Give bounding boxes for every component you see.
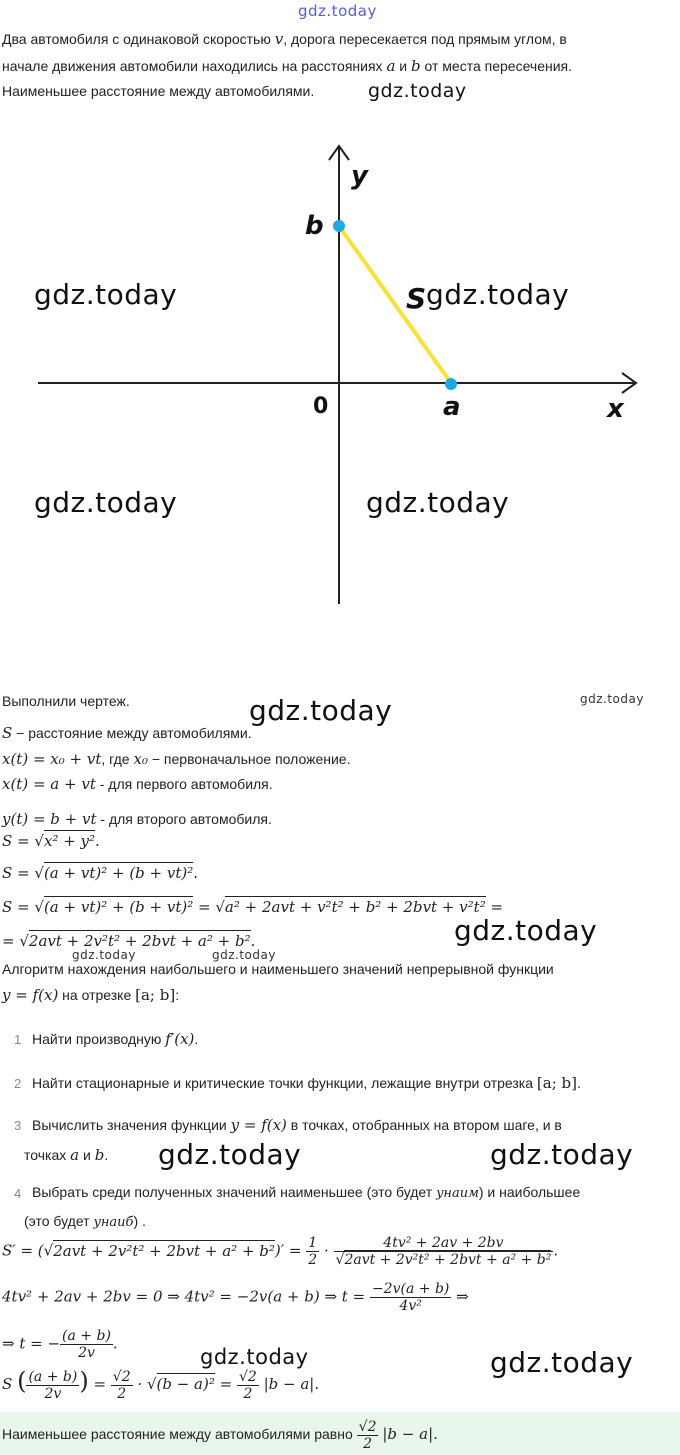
radicand: x² + y²: [43, 832, 96, 850]
problem-text: от места пересечения.: [420, 58, 572, 74]
numerator: √2: [112, 1368, 131, 1385]
arrow: ⇒: [451, 1287, 469, 1306]
problem-text: и: [395, 58, 412, 74]
s-value: S ( $\frac{(a + b)}{2v}$ ) = $\frac{√2}{2}$ · √(b − a)² = $\frac{√2}{2}$ |b − a|.: [2, 1367, 320, 1402]
solution-drawn: Выполнили чертеж.: [2, 693, 130, 709]
var-b: b: [94, 1146, 105, 1164]
fraction-sqrt2: [237, 1369, 259, 1402]
equals: )′ =: [274, 1241, 307, 1260]
formula: f′(x): [165, 1030, 195, 1048]
problem-text: , дорога пересекается под прямым углом, в: [283, 31, 567, 47]
step-1: [32, 1030, 198, 1048]
dot: ·: [132, 1375, 147, 1393]
label-y: y: [351, 161, 368, 191]
denominator: 2: [308, 1252, 318, 1268]
var-x0: x₀: [133, 750, 148, 768]
equals: =: [214, 1375, 237, 1393]
numerator: −2v(a + b): [371, 1281, 450, 1297]
watermark-small: gdz.today: [72, 948, 136, 962]
step-3-line-2: [24, 1146, 108, 1164]
step-2: [32, 1074, 581, 1092]
watermark: gdz.today: [200, 1345, 309, 1369]
fraction-s-arg: [26, 1369, 79, 1402]
step-text: точках: [24, 1147, 71, 1163]
label-origin: 0: [313, 394, 329, 419]
formula: y = f(x): [230, 1116, 287, 1134]
radicand: (b − a)²: [156, 1375, 215, 1393]
algorithm-title: Алгоритм нахождения наибольшего и наименьшего значений непрерывной функции: [2, 961, 554, 977]
end: .: [553, 1241, 559, 1260]
answer-line: [2, 1419, 438, 1452]
step-text: и: [79, 1147, 95, 1163]
algorithm-subtitle: [2, 986, 179, 1004]
text: , где: [101, 751, 134, 767]
y-second-car-line: [2, 810, 272, 828]
s-formula-4: = √2avt + 2v²t² + 2bvt + a² + b².: [2, 932, 256, 950]
point-b: [333, 220, 345, 232]
lhs: =: [2, 932, 20, 950]
var-a: a: [70, 1146, 80, 1164]
x-first-car-line: [2, 775, 273, 793]
formula: x(t) = x₀ + vt: [2, 750, 102, 768]
step-4-line-2: [24, 1213, 146, 1230]
var-s: S: [2, 724, 13, 742]
equation-text: 4tv² + 2av + 2bv = 0 ⇒ 4tv² = −2v(a + b) ⇒ t =: [2, 1287, 370, 1306]
step-text: .: [194, 1031, 199, 1047]
point-a: [445, 378, 457, 390]
lhs: S =: [2, 898, 35, 916]
coordinate-diagram: [0, 140, 680, 610]
denominator: 2v: [78, 1345, 95, 1361]
abs-value: |b − a|.: [382, 1425, 438, 1444]
denominator: 4v²: [399, 1298, 422, 1314]
s-formula-2: S = √(a + vt)² + (b + vt)².: [2, 864, 199, 882]
s-definition: [2, 724, 252, 742]
step-text: Найти стационарные и критические точки функции, лежащие внутри отрезка: [32, 1075, 537, 1091]
step-text: ) и наибольшее: [478, 1184, 581, 1200]
watermark-top: gdz.today: [298, 2, 377, 20]
denominator: 2avt + 2v²t² + 2bvt + a² + b²: [344, 1252, 552, 1268]
text: :: [175, 987, 180, 1003]
radicand: (a + vt)² + (b + vt)²: [43, 864, 194, 882]
denominator: 2: [363, 1436, 373, 1452]
radicand: 2avt + 2v²t² + 2bvt + a² + b²: [53, 1241, 275, 1260]
problem-line-3: Наименьшее расстояние между автомобилями.: [2, 83, 315, 99]
numerator: √2: [238, 1368, 257, 1385]
problem-line-2: [2, 57, 572, 75]
watermark-small: gdz.today: [212, 948, 276, 962]
lhs: S′ = (: [2, 1241, 44, 1260]
watermark: gdz.today: [249, 694, 393, 727]
problem-text: Два автомобиля с одинаковой скоростью: [2, 31, 275, 47]
denominator: 2v: [44, 1385, 62, 1402]
fraction-answer: [357, 1419, 379, 1452]
var-a: a: [386, 57, 396, 75]
abs-value: |b − a|.: [263, 1375, 320, 1393]
problem-text: начале движения автомобили находились на расстояниях: [2, 58, 387, 74]
fraction-sqrt2: [111, 1369, 133, 1402]
step-number: 3: [14, 1118, 22, 1133]
watermark: gdz.today: [490, 1346, 634, 1379]
numerator: (a + b): [28, 1368, 78, 1385]
label-s: S: [406, 282, 427, 315]
segment: [a; b]: [536, 1074, 577, 1092]
equals: =: [193, 898, 216, 916]
problem-line-1: [2, 30, 567, 48]
numerator: (a + b): [62, 1328, 111, 1344]
formula: x(t) = a + vt: [2, 775, 96, 793]
watermark: gdz.today: [34, 486, 178, 519]
fraction-t-value: [60, 1328, 113, 1361]
x-general-line: [2, 750, 350, 768]
s-formula-1: S = √x² + y².: [2, 832, 100, 850]
text: - для первого автомобиля.: [95, 776, 273, 792]
var-v: v: [274, 30, 284, 48]
step-text: Найти производную: [32, 1031, 166, 1047]
formula: yнаим: [436, 1186, 479, 1201]
watermark: gdz.today: [34, 278, 178, 311]
answer-bar: [0, 1412, 680, 1455]
formula: y(t) = b + vt: [2, 810, 97, 828]
watermark: gdz.today: [454, 914, 598, 947]
fraction-half: [306, 1235, 319, 1268]
equals: =: [485, 898, 504, 916]
label-b: b: [305, 211, 324, 241]
radicand: a² + 2avt + v²t² + b² + 2bvt + v²t²: [224, 898, 486, 916]
formula: yнаиб: [93, 1215, 134, 1230]
step-text: .: [576, 1075, 581, 1091]
fraction-derivative: $\frac{\text{4tv² + 2av + 2bv}}{\text{√2avt + 2v²t² + 2bvt + a² + b²}}$: [335, 1235, 552, 1268]
lhs: S =: [2, 832, 35, 850]
text: − первоначальное положение.: [147, 751, 351, 767]
watermark: gdz.today: [158, 1138, 302, 1171]
label-x: x: [607, 394, 624, 424]
var-b: b: [411, 57, 421, 75]
lhs: S =: [2, 864, 35, 882]
t-value: [2, 1328, 118, 1361]
watermark: gdz.today: [366, 486, 510, 519]
equation-line: [2, 1281, 469, 1314]
step-text: ) .: [133, 1213, 146, 1229]
dot: ·: [319, 1241, 334, 1260]
watermark: gdz.today: [368, 80, 467, 102]
radicand: 2avt + 2v²t² + 2bvt + a² + b²: [28, 932, 251, 950]
equals: =: [88, 1375, 111, 1393]
text: на отрезке: [58, 987, 136, 1003]
watermark-small: gdz.today: [580, 692, 644, 706]
numerator: 1: [308, 1235, 318, 1251]
numerator: 4tv² + 2av + 2bv: [334, 1235, 554, 1252]
numerator: √2: [358, 1419, 377, 1435]
step-text: Вычислить значения функции: [32, 1117, 231, 1133]
step-number: 1: [14, 1032, 22, 1047]
fraction-t: [370, 1281, 451, 1314]
lhs: ⇒ t = −: [2, 1334, 61, 1353]
step-text: в точках, отобранных на втором шаге, и в: [286, 1117, 562, 1133]
watermark: gdz.today: [426, 278, 570, 311]
segment: [a; b]: [135, 986, 176, 1004]
step-number: 4: [14, 1186, 22, 1201]
step-text: (это будет: [24, 1213, 94, 1229]
derivative-formula: S′ = (√2avt + 2v²t² + 2bvt + a² + b²)′ = $\frac{1}{2}$ · $\frac{\text{4tv² + 2av + 2bv}}{\text{√2avt + 2v²t² + 2bvt + a² + b²}}$ .: [2, 1235, 559, 1268]
step-number: 2: [14, 1076, 22, 1091]
denominator: 2: [117, 1385, 127, 1402]
step-3: [32, 1116, 562, 1134]
answer-text: Наименьшее расстояние между автомобилями равно: [2, 1426, 357, 1443]
denominator: 2: [243, 1385, 253, 1402]
var-s: S: [2, 1375, 13, 1393]
label-a: a: [443, 392, 461, 422]
text: - для второго автомобиля.: [96, 811, 272, 827]
step-text: Выбрать среди полученных значений наименьшее (это будет: [32, 1184, 437, 1200]
step-4: [32, 1184, 580, 1201]
step-text: .: [104, 1147, 109, 1163]
s-formula-3: S = √(a + vt)² + (b + vt)² = √a² + 2avt + v²t² + b² + 2bvt + v²t² =: [2, 898, 504, 916]
radicand: (a + vt)² + (b + vt)²: [43, 898, 194, 916]
end: .: [112, 1334, 118, 1353]
formula: y = f(x): [2, 986, 59, 1004]
definition-text: − расстояние между автомобилями.: [16, 725, 252, 741]
watermark: gdz.today: [490, 1138, 634, 1171]
